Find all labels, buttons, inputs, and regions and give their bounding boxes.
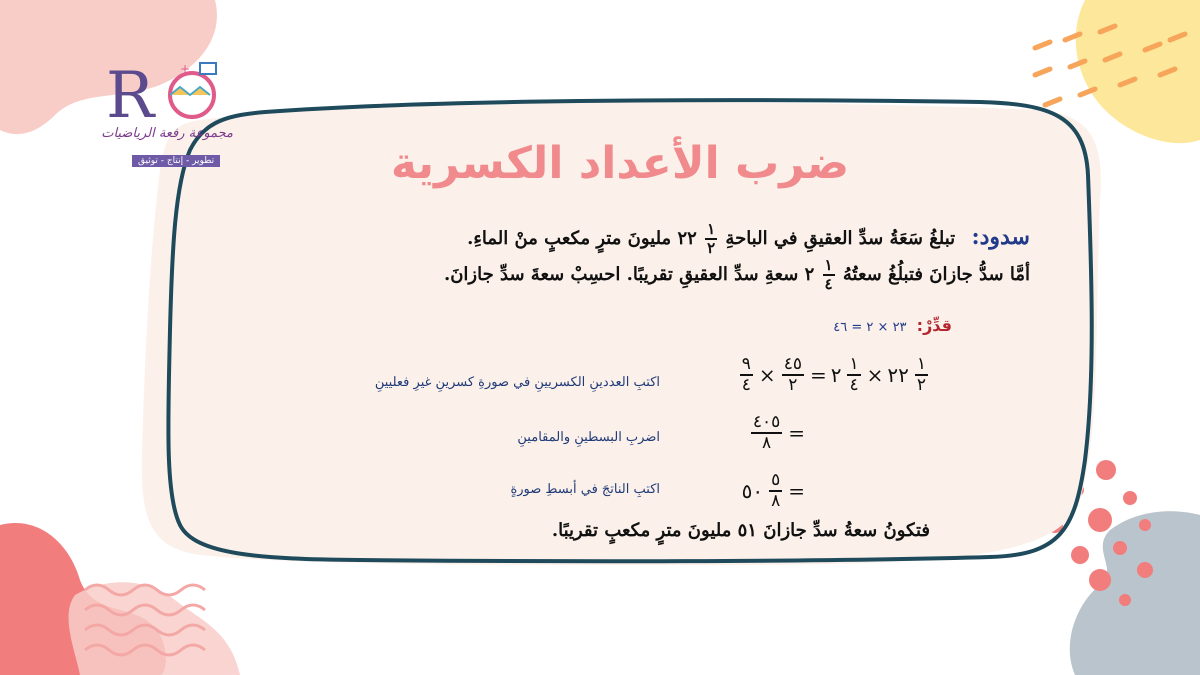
fraction-denominator: ٤ bbox=[849, 375, 859, 395]
problem-line-2-text-b: سعةِ سدِّ العقيقِ تقريبًا. احسِبْ سعةَ سدِّ جازانَ. bbox=[443, 264, 799, 285]
fraction-b bbox=[847, 356, 860, 394]
estimate-keyword: قدِّرْ: bbox=[916, 316, 952, 335]
problem-line-2-text-a: أمَّا سدُّ جازانَ فتبلُغُ سعتُهُ bbox=[842, 264, 1030, 285]
problem-line-2-fraction bbox=[823, 258, 835, 292]
times-sign: × bbox=[758, 363, 776, 387]
math-step-2 bbox=[749, 414, 805, 452]
logo-letter: R bbox=[106, 59, 155, 133]
fraction-denominator: ٤ bbox=[824, 275, 833, 293]
fraction-c bbox=[782, 356, 804, 394]
logo-name: مجموعة رفعة الرياضيات bbox=[101, 126, 233, 141]
problem-line-1-text-b: مليونَ مترٍ مكعبٍ منْ الماءِ. bbox=[467, 228, 672, 249]
fraction-denominator: ٢ bbox=[788, 375, 798, 395]
whole-result: ٥٠ bbox=[741, 479, 764, 503]
times-sign: × bbox=[866, 363, 884, 387]
math-step-1 bbox=[738, 356, 930, 394]
fraction-simplified bbox=[769, 472, 782, 510]
conclusion: فتكونُ سعةُ سدِّ جازانَ ٥١ مليونَ مترٍ مكعبٍ تقريبًا. bbox=[551, 520, 930, 541]
fraction-numerator: ١ bbox=[707, 220, 716, 238]
problem-line-1-fraction bbox=[705, 222, 717, 256]
fraction-numerator: ٤٥ bbox=[783, 354, 802, 374]
problem-line-1 bbox=[467, 222, 1030, 256]
fraction-numerator: ١ bbox=[824, 256, 833, 274]
estimate-expression: ٢٣ × ٢ = ٤٦ bbox=[833, 320, 907, 335]
page-title: ضرب الأعداد الكسرية bbox=[390, 138, 850, 189]
fraction-denominator: ٨ bbox=[771, 491, 781, 511]
svg-text:+: + bbox=[180, 62, 191, 76]
fraction-numerator: ٩ bbox=[741, 354, 751, 374]
fraction-numerator: ١ bbox=[916, 354, 926, 374]
problem-line-2 bbox=[444, 258, 1030, 292]
math-step-3 bbox=[742, 472, 805, 510]
fraction-d bbox=[740, 356, 753, 394]
whole-a: ٢٢ bbox=[887, 363, 909, 387]
equals-sign: = bbox=[788, 479, 805, 503]
step-2-note: اضربِ البسطينِ والمقامينِ bbox=[517, 430, 660, 445]
step-3-note: اكتبِ الناتجَ في أبسطِ صورةٍ bbox=[510, 482, 660, 497]
estimate bbox=[833, 316, 952, 335]
fraction-product bbox=[751, 414, 782, 452]
fraction-numerator: ٥ bbox=[771, 470, 781, 490]
problem-keyword: سدود: bbox=[971, 224, 1030, 250]
fraction-numerator: ١ bbox=[849, 354, 859, 374]
equals-sign: = bbox=[788, 421, 805, 445]
problem-line-1-whole: ٢٢ bbox=[677, 228, 697, 249]
fraction-numerator: ٤٠٥ bbox=[752, 412, 781, 432]
logo-tagline: تطوير - إنتاج - توثيق bbox=[132, 155, 220, 167]
problem-line-1-text-a: تبلغُ سَعَةُ سدِّ العقيقِ في الباحةِ bbox=[725, 228, 956, 249]
problem-line-2-whole: ٢ bbox=[804, 264, 815, 285]
whole-b: ٢ bbox=[830, 363, 842, 387]
fraction-denominator: ٤ bbox=[741, 375, 751, 395]
fraction-denominator: ٢ bbox=[916, 375, 926, 395]
fraction-denominator: ٢ bbox=[707, 239, 716, 257]
equals-sign: = bbox=[809, 363, 827, 387]
step-1-note: اكتبِ العددينِ الكسريينِ في صورةِ كسرينِ غيرِ فعليينِ bbox=[374, 375, 660, 390]
fraction-denominator: ٨ bbox=[761, 433, 772, 453]
fraction-a bbox=[915, 356, 928, 394]
